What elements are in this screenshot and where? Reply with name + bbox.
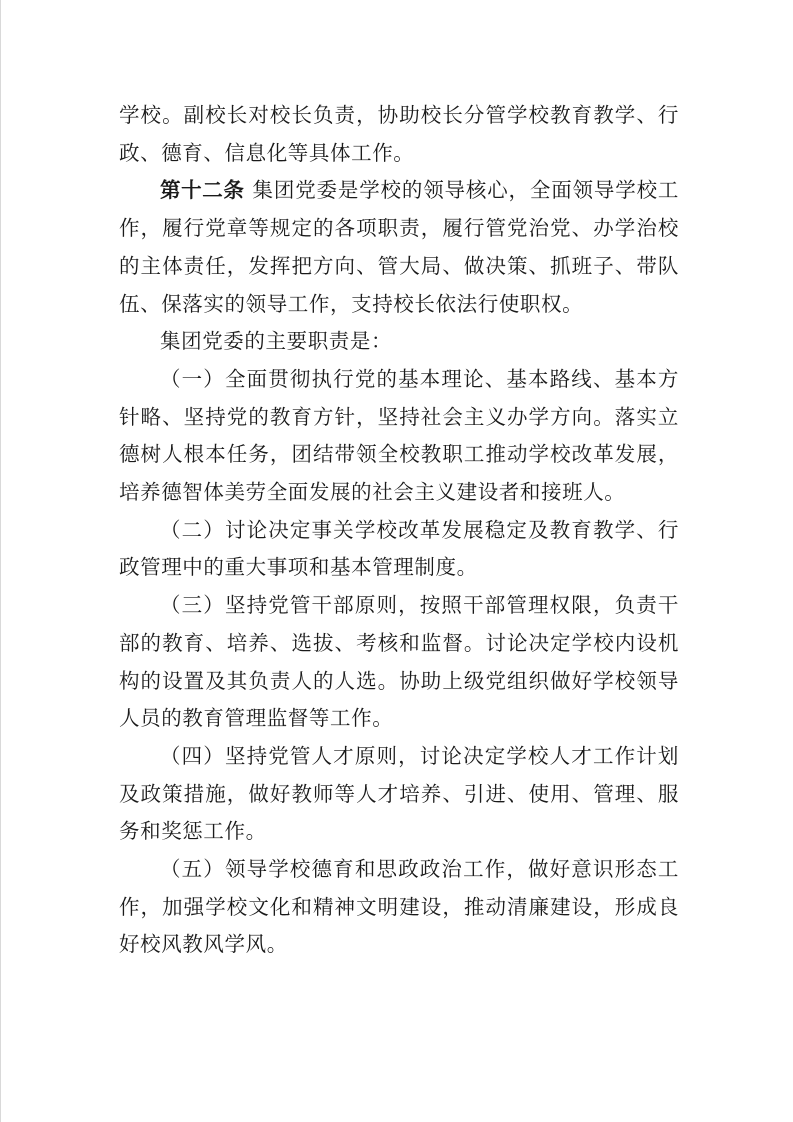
paragraph-text: 集团党委是学校的领导核心，全面领导学校工作，履行党章等规定的各项职责，履行管党治党、办学治校的主体责任，发挥把方向、管大局、做决策、抓班子、带队伍、保落实的领导工作，支持校长依法行使职权。 (119, 178, 679, 316)
article-title: 第十二条 (160, 178, 245, 203)
duties-heading (119, 323, 679, 361)
duty-item-4 (119, 738, 679, 851)
document-body (119, 97, 679, 964)
duty-item-2 (119, 512, 679, 587)
page-left-edge (0, 0, 1, 1122)
paragraph-text: （四）坚持党管人才原则，讨论决定学校人才工作计划及政策措施，做好教师等人才培养、引进、使用、管理、服务和奖惩工作。 (119, 743, 679, 844)
paragraph-text: （一）全面贯彻执行党的基本理论、基本路线、基本方针略、坚持党的教育方针，坚持社会主义办学方向。落实立德树人根本任务，团结带领全校教职工推动学校改革发展，培养德智体美劳全面发展的社会主义建设者和接班人。 (119, 366, 679, 505)
article-12-paragraph (119, 172, 679, 323)
duty-item-1 (119, 361, 679, 512)
paragraph-text: （二）讨论决定事关学校改革发展稳定及教育教学、行政管理中的重大事项和基本管理制度。 (119, 517, 679, 580)
paragraph-text: （三）坚持党管干部原则，按照干部管理权限，负责干部的教育、培养、选拔、考核和监督。讨论决定学校内设机构的设置及其负责人的人选。协助上级党组织做好学校领导人员的教育管理监督等工作。 (119, 593, 679, 731)
paragraph-text: 学校。副校长对校长负责，协助校长分管学校教育教学、行政、德育、信息化等具体工作。 (119, 103, 679, 165)
paragraph-text: （五）领导学校德育和思政政治工作，做好意识形态工作，加强学校文化和精神文明建设，推动清廉建设，形成良好校风教风学风。 (119, 857, 679, 957)
duty-item-5 (119, 851, 679, 964)
paragraph-text: 集团党委的主要职责是： (160, 329, 393, 354)
duty-item-3 (119, 587, 679, 738)
paragraph-continuation (119, 97, 679, 172)
